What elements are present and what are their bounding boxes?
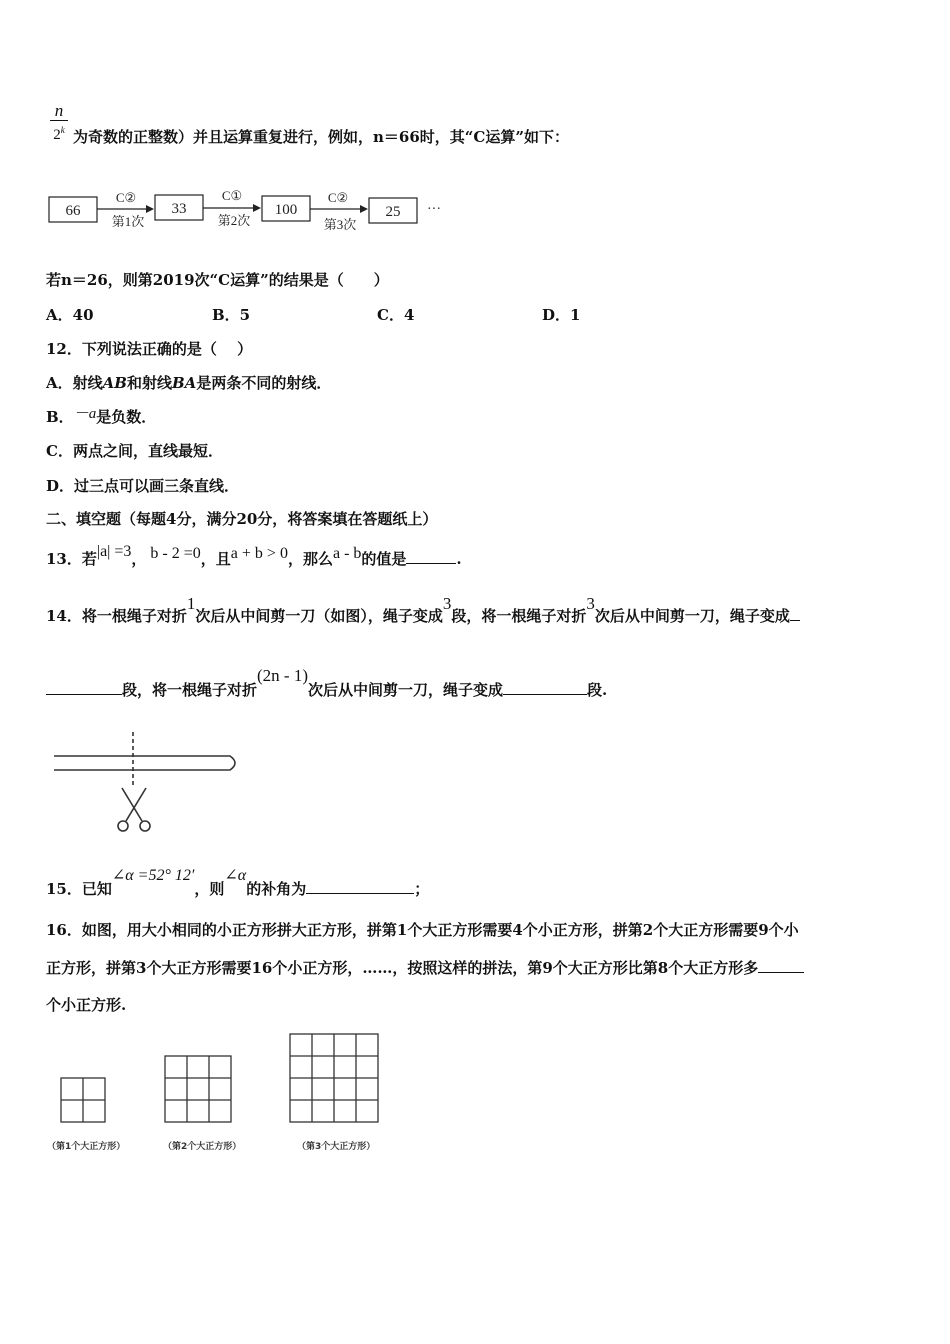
flow-step: 第3次 (323, 217, 357, 232)
flow-op: C② (115, 190, 137, 205)
q14-answer-blank-1-cont[interactable] (46, 680, 122, 695)
q12-option-d: D．过三点可以画三条直线． (46, 477, 240, 495)
q16-answer-blank[interactable] (758, 958, 804, 973)
q11-stem: 若n＝26，则第2019次“C运算”的结果是（ ） (46, 271, 389, 289)
q14-line-1: 14．将一根绳子对折1次后从中间剪一刀（如图），绳子变成3段，将一根绳子对折3次后从中间剪一刀，绳子变成 (46, 606, 800, 626)
q12-stem: 12．下列说法正确的是（ ） (46, 340, 253, 358)
q13-answer-blank[interactable] (406, 549, 456, 564)
c-operation-flow-diagram (46, 182, 446, 238)
flow-box-value: 25 (385, 204, 401, 220)
q11-option-d: D．1 (542, 306, 581, 324)
q15: 15．已知∠α =52° 12′，则∠α的补角为 ； (46, 867, 430, 898)
q15-answer-blank[interactable] (306, 879, 414, 894)
q16-line-1: 16．如图，用大小相同的小正方形拼大正方形，拼第1个大正方形需要4个小正方形，拼第2个大正方形需要9个小 (46, 921, 799, 939)
grid-4x4 (290, 1034, 378, 1122)
q12-option-b: B．－a是负数． (46, 406, 157, 426)
flow-step: 第1次 (111, 214, 145, 229)
q12-option-a: A．射线AB和射线BA是两条不同的射线． (46, 374, 332, 392)
flow-box-value: 33 (171, 201, 187, 217)
flow-box-value: 66 (65, 203, 81, 219)
q14-answer-blank-2[interactable] (503, 680, 587, 695)
rope-scissors-figure (50, 728, 245, 834)
q13: 13．若|a| =3， b - 2 =0，且a + b > 0，那么a - b的值是 . (46, 543, 462, 568)
q11-option-a: A．40 (46, 306, 94, 324)
fraction-n-over-2k: n 2$^k$ (48, 102, 70, 144)
q12-option-c: C．两点之间，直线最短． (46, 442, 223, 460)
square-grids-figure (40, 1030, 400, 1126)
flow-op: C② (327, 190, 349, 205)
q11-option-c: C．4 (377, 306, 415, 324)
intro-line: 为奇数的正整数）并且运算重复进行，例如，n＝66时，其“C运算”如下： (73, 128, 569, 146)
grid-caption-3: （第3个大正方形） (297, 1142, 376, 1152)
q14-answer-blank-1[interactable] (790, 606, 800, 621)
grid-3x3 (165, 1056, 231, 1122)
flow-ellipsis: ··· (427, 202, 441, 217)
q16-line-2: 正方形，拼第3个大正方形需要16个小正方形，……，按照这样的拼法，第9个大正方形比第8个大正方形多 (46, 958, 804, 978)
flow-op: C① (221, 188, 243, 203)
flow-step: 第2次 (217, 213, 251, 228)
grid-caption-1: （第1个大正方形） (47, 1142, 126, 1152)
grid-2x2 (61, 1078, 105, 1122)
q14-line-2: 段，将一根绳子对折(2n - 1)次后从中间剪一刀，绳子变成 段. (46, 680, 607, 700)
section-2-heading: 二、填空题（每题4分，满分20分，将答案填在答题纸上） (46, 510, 438, 528)
q16-line-3: 个小正方形. (46, 996, 127, 1014)
flow-box-value: 100 (274, 202, 298, 218)
grid-caption-2: （第2个大正方形） (163, 1142, 242, 1152)
q11-option-b: B．5 (212, 306, 251, 324)
